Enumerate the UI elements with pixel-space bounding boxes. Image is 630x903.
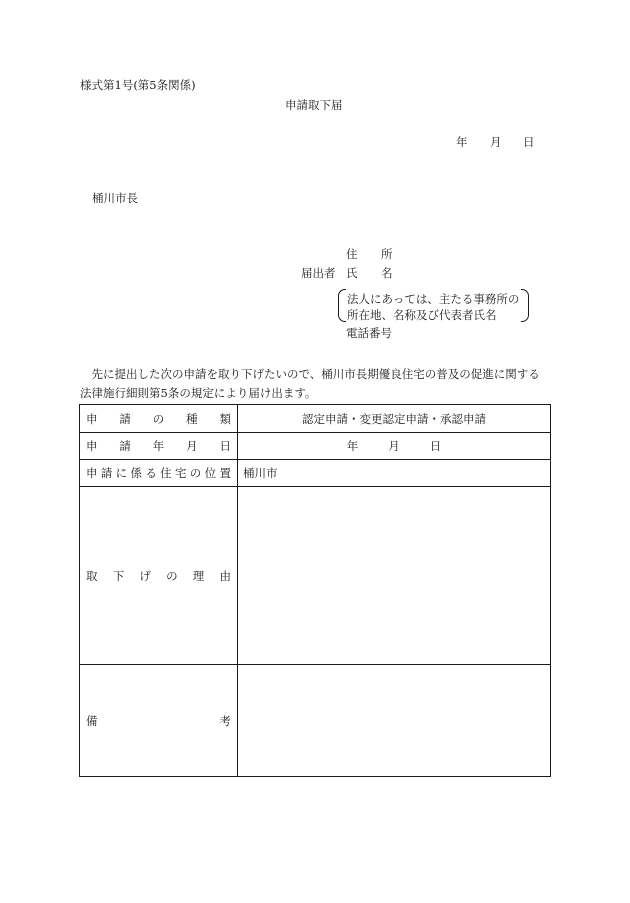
applicant-label: 届出者 (301, 266, 336, 280)
date-year-label: 年 (456, 135, 468, 149)
label-char: 理 (192, 568, 205, 583)
label-char: る (145, 466, 157, 480)
body-text (80, 365, 550, 403)
corporate-note-line: 所在地、名称及び代表者氏名 (347, 308, 497, 322)
label-char: 請 (119, 439, 131, 453)
location-value[interactable]: 桶川市 (238, 460, 551, 487)
date-year-label: 年 (346, 439, 359, 453)
reason-value[interactable] (238, 487, 551, 665)
date-day-label: 日 (429, 439, 442, 453)
table-row (80, 405, 551, 433)
name-label-char: 氏 (346, 266, 358, 280)
remarks-label (80, 665, 238, 777)
table-row (80, 433, 551, 460)
label-char: 種 (186, 411, 198, 426)
label-char: 年 (152, 439, 165, 453)
application-type-label (80, 405, 238, 433)
date-month-label: 月 (490, 135, 502, 149)
table-row (80, 460, 551, 487)
name-label-char: 名 (381, 266, 393, 280)
corporate-note-line: 法人にあっては、主たる事務所の (347, 292, 520, 306)
label-char: に (115, 466, 128, 480)
corporate-note (338, 289, 529, 322)
label-char: 住 (160, 466, 172, 480)
label-char: 宅 (174, 466, 187, 480)
application-date-label (80, 433, 238, 460)
label-char: 下 (112, 568, 125, 583)
label-char: 係 (130, 466, 142, 480)
label-char: 考 (219, 713, 231, 728)
label-char: 申 (86, 466, 98, 480)
label-char: 請 (119, 411, 131, 426)
label-char: 取 (86, 568, 98, 583)
label-char: 由 (219, 568, 231, 583)
label-char: 申 (86, 411, 98, 426)
bracket-right (521, 289, 529, 322)
reason-label (80, 487, 238, 665)
label-char: げ (139, 568, 151, 583)
label-char: 月 (186, 439, 198, 453)
addressee: 桶川市長 (92, 191, 138, 205)
label-char: 日 (219, 439, 231, 453)
address-label-char: 所 (381, 247, 393, 261)
label-char: 置 (219, 466, 231, 480)
location-label (80, 460, 238, 487)
date-day-label: 日 (523, 135, 535, 149)
address-label-char: 住 (346, 247, 358, 261)
remarks-value[interactable] (238, 665, 551, 777)
application-date-value[interactable] (238, 433, 551, 460)
form-number: 様式第1号(第5条関係) (80, 78, 196, 92)
application-table (79, 404, 551, 777)
body-line: 先に提出した次の申請を取り下げたいので、桶川市長期優良住宅の普及の促進に関する (80, 367, 540, 381)
label-char: 備 (86, 713, 98, 728)
label-char: 請 (100, 466, 113, 480)
body-line: 法律施行細則第5条の規定により届け出ます。 (80, 386, 317, 400)
phone-label: 電話番号 (346, 326, 392, 340)
table-row (80, 487, 551, 665)
label-char: の (166, 568, 178, 583)
label-char: 申 (86, 439, 98, 453)
label-char: 類 (219, 411, 231, 426)
label-char: 位 (204, 466, 217, 480)
table-row (80, 665, 551, 777)
bracket-left (338, 289, 346, 322)
document-title: 申請取下届 (285, 98, 343, 112)
label-char: の (189, 466, 202, 480)
date-month-label: 月 (388, 439, 400, 453)
label-char: の (152, 411, 165, 426)
application-type-value[interactable]: 認定申請・変更認定申請・承認申請 (238, 405, 551, 433)
